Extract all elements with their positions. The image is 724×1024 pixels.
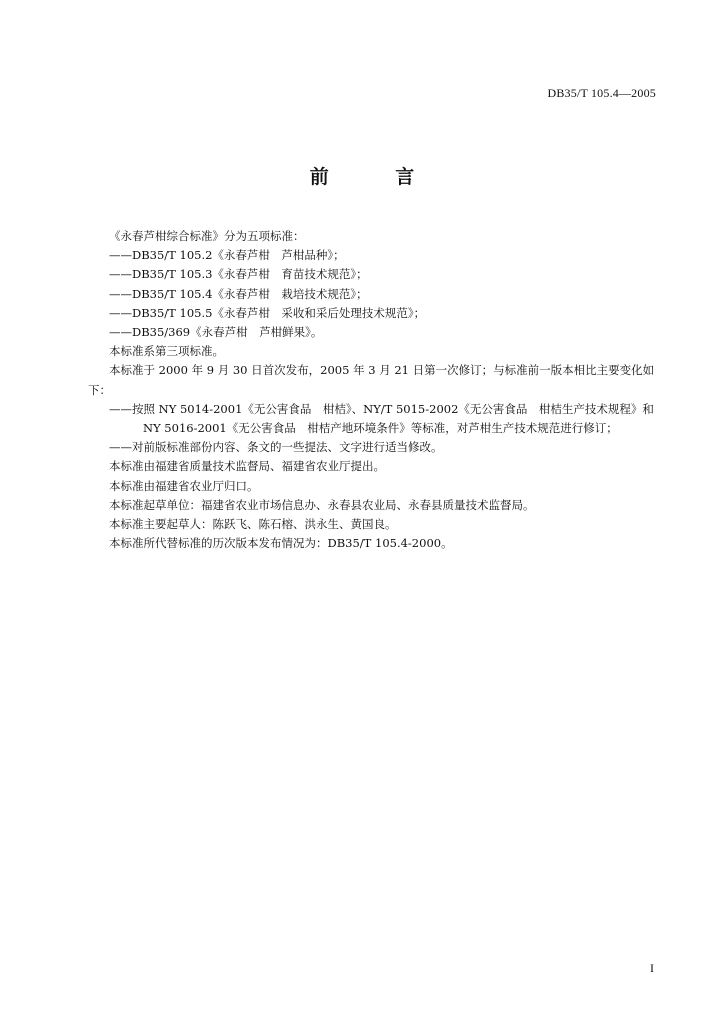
standard-code: DB35/T 105.4—2005 [547, 86, 656, 100]
drafting-units-paragraph: 本标准起草单位：福建省农业市场信息办、永春县农业局、永春县质量技术监督局。 [109, 497, 535, 512]
third-part-paragraph: 本标准系第三项标准。 [109, 344, 224, 359]
managed-by-paragraph: 本标准由福建省农业厅归口。 [109, 478, 259, 493]
part-item: ——DB35/T 105.5《永春芦柑 采收和采后处理技术规范》； [109, 305, 426, 320]
change-item: ——对前版标准部份内容、条文的一些提法、文字进行适当修改。 [109, 440, 443, 455]
page-title: 前 言 [309, 166, 445, 188]
page-number: I [650, 961, 654, 975]
foreword-body [88, 227, 660, 553]
part-item: ——DB35/T 105.4《永春芦柑 栽培技术规范》； [109, 286, 368, 301]
part-item: ——DB35/369《永春芦柑 芦柑鲜果》。 [109, 325, 323, 340]
intro-paragraph: 《永春芦柑综合标准》分为五项标准： [109, 229, 305, 243]
history-paragraph: 本标准所代替标准的历次版本发布情况为：DB35/T 105.4-2000。 [109, 536, 453, 551]
part-item: ——DB35/T 105.3《永春芦柑 育苗技术规范》； [109, 267, 368, 282]
proposed-by-paragraph: 本标准由福建省质量技术监督局、福建省农业厅提出。 [109, 459, 385, 474]
revision-paragraph: 本标准于 2000 年 9 月 30 日首次发布，2005 年 3 月 21 日第一次修订；与标准前一版本相比主要变化如下： [88, 363, 655, 397]
drafters-paragraph: 本标准主要起草人：陈跃飞、陈石榕、洪永生、黄国良。 [109, 517, 397, 532]
change-item: ——按照 NY 5014-2001《无公害食品 柑桔》、NY/T 5015-2002《无公害食品 柑桔生产技术规程》和 NY 5016-2001《无公害食品 柑桔产地环境条件》等标准，对芦柑生产技术规范进行修订； [109, 401, 654, 436]
part-item: ——DB35/T 105.2《永春芦柑 芦柑品种》； [109, 248, 345, 263]
